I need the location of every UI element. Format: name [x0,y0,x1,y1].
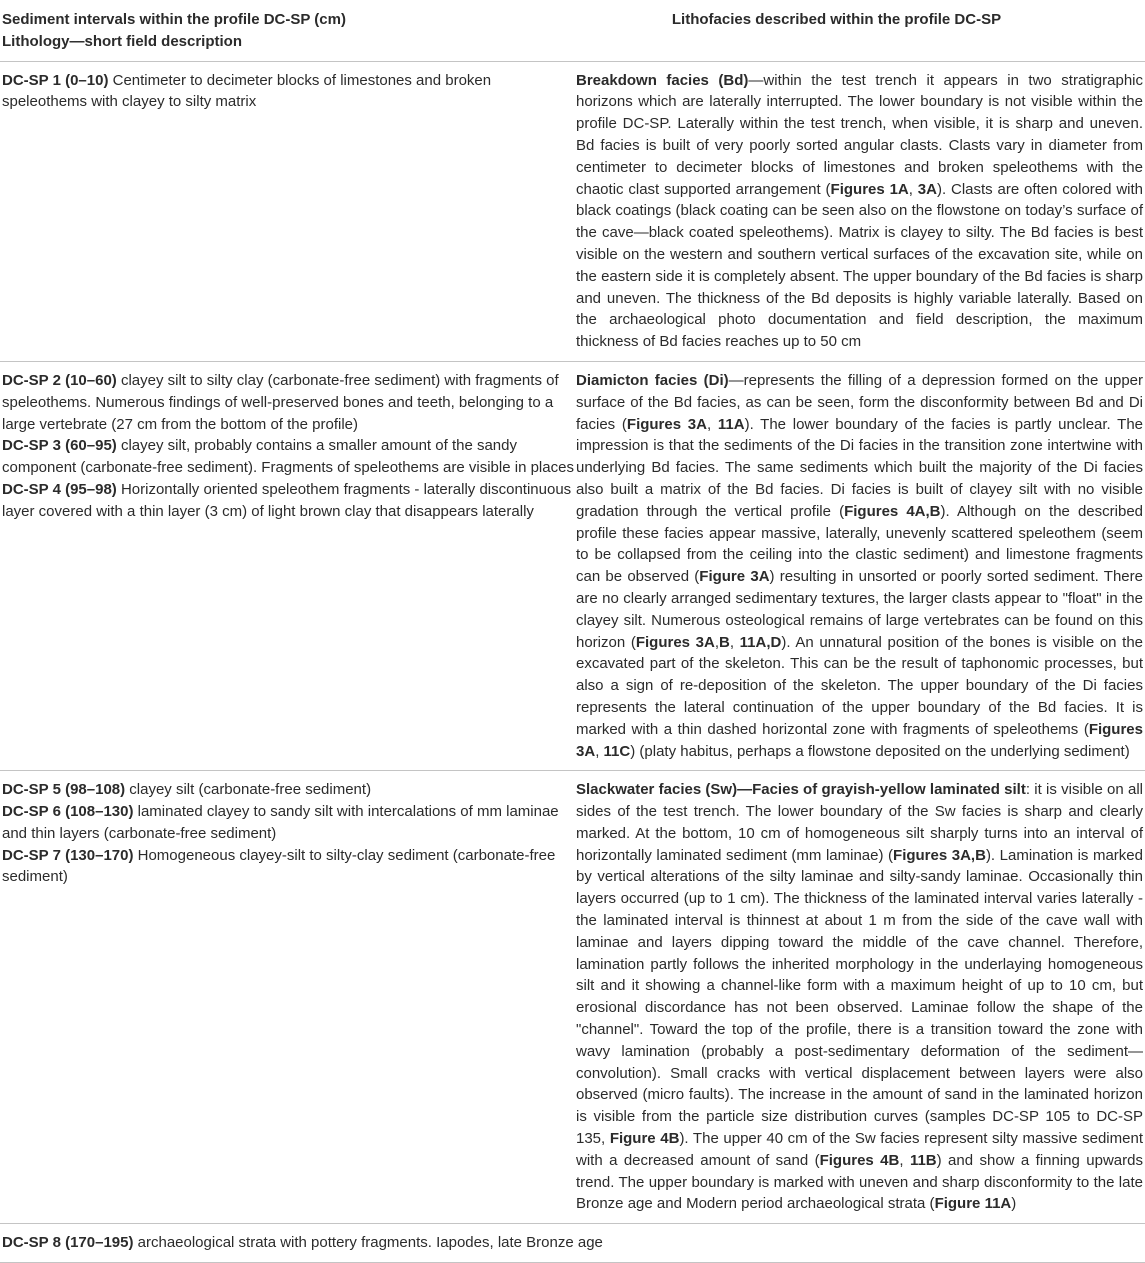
interval-description: Horizontally oriented speleothem fragments - laterally discontinuous layer covered with a thin layer (3 cm) of light brown clay that disappears laterally [2,480,572,520]
interval-label: DC-SP 8 (170–195) [2,1234,134,1252]
facies-text: : it is visible on all sides of the test trench. The lower boundary of the Sw facies is sharp and clearly marked. At the bottom, 10 cm of homogeneous silt sharply turns into an interval of horizontally laminated sediment (mm laminae) ( [576,781,1143,864]
facies-text: , [899,1151,910,1169]
interval-label: DC-SP 2 (10–60) [2,371,117,389]
figure-ref: Figures 3A,B [893,846,986,864]
interval-label: DC-SP 7 (130–170) [2,846,134,864]
facies-text: ) resulting in unsorted or poorly sorted sediment. There are no clearly arranged sedimentary textures, the larger clasts appear to "float" in the clayey silt. Numerous osteological remains of large vertebrates can be found on this horizon ( [576,568,1143,651]
facies-cell [576,771,1145,1224]
header-row [0,0,1145,61]
interval-label: DC-SP 1 (0–10) [2,71,109,89]
figure-ref: Figures 1A [830,180,909,198]
facies-cell [576,61,1145,361]
table-body [0,61,1145,1262]
figure-ref: Figures 4B [819,1151,900,1169]
figure-ref: Figure 3A [699,568,770,586]
facies-title: Breakdown facies (Bd) [576,71,749,89]
interval-cell [0,361,576,770]
facies-text: ). Lamination is marked by vertical alterations of the silty laminae and silty-sandy laminae. Occasionally thin layers occurred (up to 1 cm). The thickness of the laminated interval varies laterally - the laminated interval is thinnest at about 1 m from the side of the cave wall with laminae and layers dipping toward the middle of the cave channel. Therefore, lamination partly follows the inherited morphology in the underlaying homogeneous silt and it showing a channel-like form with a maximum height of up to 10 cm, but erosional discordance has not been observed. Laminae follow the shape of the "channel". Toward the top of the profile, there is a transition toward the zone with wavy lamination (probably a post-sedimentary deformation of the sediment—convolution). Small cracks with vertical displacement between layers were also observed (micro faults). The increase in the amount of sand in the laminated horizon is visible from the particle size distribution curves (samples DC-SP 105 to DC-SP 135, [576,846,1143,1148]
facies-text: , [706,415,718,433]
figure-ref: 11B [909,1151,937,1169]
header-col1-line2: Lithology—short field description [2,32,242,50]
figure-ref: 11C [603,742,631,760]
figure-ref: 3A [917,180,937,198]
figure-ref: 11A,D [739,633,782,651]
facies-text: ) (platy habitus, perhaps a flowstone deposited on the underlying sediment) [630,742,1130,760]
table-row [0,361,1145,770]
interval-label: DC-SP 6 (108–130) [2,803,134,821]
interval-cell [0,771,576,1224]
facies-title: Slackwater facies (Sw)—Facies of grayish-yellow laminated silt [576,781,1026,799]
facies-text: ). Although on the described profile these facies appear massive, laterally, unevenly scattered speleothem (seem to be collapsed from the ceiling into the clastic sediment) and limestone fragments can be observed ( [576,502,1144,586]
figure-ref: B [719,633,730,651]
interval-description: laminated clayey to sandy silt with intercalations of mm laminae and thin layers (carbonate-free sediment) [2,803,559,842]
interval-entry [2,479,576,523]
interval-cell [0,61,576,361]
figure-ref: Figure 11A [934,1195,1012,1213]
interval-label: DC-SP 3 (60–95) [2,437,117,455]
table-header [0,0,1145,61]
facies-title: Diamicton facies (Di) [576,371,729,389]
table-row [0,1224,1145,1263]
header-lithofacies: Lithofacies described within the profile DC-SP [576,0,1145,61]
figure-ref: Figures 4A,B [844,502,941,520]
table-row [0,771,1145,1224]
interval-entry [2,845,576,889]
facies-text: , [595,742,604,760]
interval-entry [2,435,576,479]
facies-text: ) and show a finning upwards trend. The upper boundary is marked with uneven and sharp disconformity to the late Bronze age and Modern period archaeological strata ( [576,1151,1143,1213]
facies-text: , [729,633,740,651]
facies-text: —represents the filling of a depression formed on the upper surface of the Bd facies, as can be seen, form the disconformity between Bd and Di facies ( [576,371,1143,433]
interval-entry [2,370,576,435]
interval-description: clayey silt, probably contains a smaller amount of the sandy component (carbonate-free sediment). Fragments of speleothems are visible in places [2,437,574,477]
figure-ref: Figures 3A [626,415,707,433]
interval-description: Centimeter to decimeter blocks of limestones and broken speleothems with clayey to silty matrix [2,71,492,111]
interval-cell [0,1224,1145,1263]
table-row [0,61,1145,361]
figure-ref: Figures 3A [635,633,715,651]
header-sediment-intervals [0,0,576,61]
interval-label: DC-SP 5 (98–108) [2,781,126,799]
interval-label: DC-SP 4 (95–98) [2,480,117,498]
facies-text: —within the test trench it appears in two stratigraphic horizons which are laterally interrupted. The lower boundary is not visible within the profile DC-SP. Laterally within the test trench, when visible, it is sharp and uneven. Bd facies is built of very poorly sorted angular clasts. Clasts vary in diameter from centimeter to decimeter blocks of limestones and broken speleothems with the chaotic clast supported arrangement ( [576,71,1143,198]
interval-entry [2,801,576,845]
header-col1-line1: Sediment intervals within the profile DC-SP (cm) [2,11,346,28]
interval-description: clayey silt to silty clay (carbonate-free sediment) with fragments of speleothems. Numerous findings of well-preserved bones and teeth, belonging to a large vertebrate (27 cm from the bottom of the profile) [2,371,559,433]
interval-description: clayey silt (carbonate-free sediment) [125,781,372,799]
facies-text: ). Clasts are often colored with black coatings (black coating can be seen also on the flowstone on today’s surface of the cave—black coated speleothems). Matrix is clayey to silty. The Bd facies is best visible on the western and southern vertical surfaces of the excavation site, while on the eastern side it is completely absent. The upper boundary of the Bd facies is sharp and uneven. The thickness of the Bd deposits is highly variable laterally. Based on the archaeological photo documentation and field description, the maximum thickness of Bd facies reaches up to 50 cm [576,180,1143,351]
facies-text: , [908,180,918,198]
facies-text: ). The lower boundary of the facies is partly unclear. The impression is that the sediments of the Di facies in the transition zone intertwine with underlying Bd facies. The same sediments which built the majority of the Di facies also built a matrix of the Bd facies. Di facies is built of clayey silt with no visible gradation through the vertical profile ( [576,415,1144,520]
facies-text: ). An unnatural position of the bones is visible on the excavated part of the skeleton. This can be the result of taphonomic processes, but also a sign of re-deposition of the skeleton. The upper boundary of the Di facies represents the lateral continuation of the upper boundary of the Bd facies. It is marked with a thin dashed horizontal zone with fragments of speleothems ( [576,633,1144,738]
facies-text: ). The upper 40 cm of the Sw facies represent silty massive sediment with a decreased amount of sand ( [576,1130,1143,1169]
facies-text: ) [1011,1195,1017,1213]
facies-cell [576,361,1145,770]
interval-description: Homogeneous clayey-silt to silty-clay sediment (carbonate-free sediment) [2,846,556,886]
facies-text: , [714,633,720,651]
figure-ref: Figure 4B [609,1130,680,1148]
figure-ref: Figures 3A [576,720,1143,760]
figure-ref: 11A [717,415,745,433]
interval-entry [2,779,576,801]
interval-description: archaeological strata with pottery fragments. Iapodes, late Bronze age [133,1234,603,1252]
